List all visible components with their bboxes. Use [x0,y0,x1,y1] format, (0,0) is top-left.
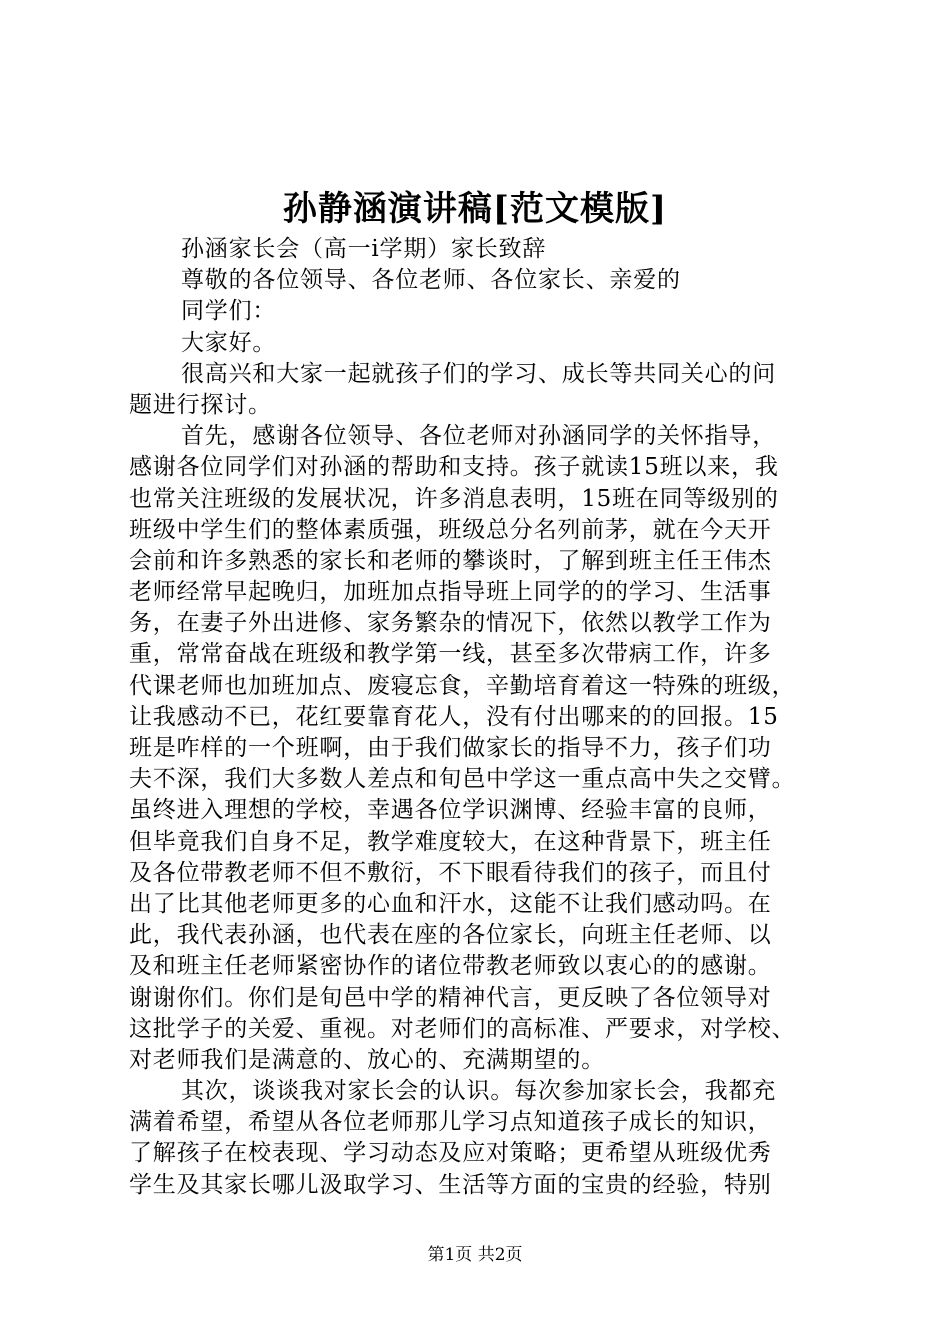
text-line: 首先，感谢各位领导、各位老师对孙涵同学的关怀指导， [181,423,776,450]
text-line: 代课老师也加班加点、废寝忘食，辛勤培育着这一特殊的班级， [129,672,796,699]
text-line: 满着希望，希望从各位老师那儿学习点知道孩子成长的知识， [129,1109,772,1136]
text-line: 这批学子的关爱、重视。对老师们的高标准、严要求，对学校、 [129,1015,796,1042]
text-line: 班是咋样的一个班啊，由于我们做家长的指导不力，孩子们功 [129,735,772,761]
text-line: 会前和许多熟悉的家长和老师的攀谈时，了解到班主任王伟杰 [129,547,772,574]
text-line: 同学们： [181,298,277,325]
text-line: 其次，谈谈我对家长会的认识。每次参加家长会，我都充 [181,1078,776,1105]
page-footer: 第1页 共2页 [427,1245,523,1265]
text-line: 重，常常奋战在班级和教学第一线，甚至多次带病工作，许多 [129,641,772,668]
document-body [129,234,849,1201]
text-line: 题进行探讨。 [129,391,272,418]
text-line: 夫不深，我们大多数人差点和旬邑中学这一重点高中失之交臂。 [129,766,796,793]
text-line: 出了比其他老师更多的心血和汗水，这能不让我们感动吗。在 [129,890,772,917]
text-line: 大家好。 [181,329,277,356]
text-line: 谢谢你们。你们是旬邑中学的精神代言，更反映了各位领导对 [129,984,772,1011]
text-line: 及各位带教老师不但不敷衍，不下眼看待我们的孩子，而且付 [129,859,772,886]
text-line: 学生及其家长哪儿汲取学习、生活等方面的宝贵的经验，特别 [129,1171,772,1198]
text-line: 很高兴和大家一起就孩子们的学习、成长等共同关心的问 [181,360,776,387]
document-title: 孙静涵演讲稿[范文模版] [282,189,668,229]
text-line: 虽终进入理想的学校，幸遇各位学识渊博、经验丰富的良师， [129,797,772,824]
text-line: 对老师我们是满意的、放心的、充满期望的。 [129,1046,605,1073]
text-line: 孙涵家长会（高一ⅰ学期）家长致辞 [181,236,547,262]
text-line: 及和班主任老师紧密协作的诸位带教老师致以衷心的的感谢。 [129,953,772,980]
text-line: 老师经常早起晚归，加班加点指导班上同学的的学习、生活事 [129,579,772,606]
text-line: 了解孩子在校表现、学习动态及应对策略；更希望从班级优秀 [129,1140,772,1167]
text-line: 但毕竟我们自身不足，教学难度较大，在这种背景下，班主任 [129,828,772,855]
text-line: 感谢各位同学们对孙涵的帮助和支持。孩子就读15班以来，我 [129,454,779,481]
text-line: 班级中学生们的整体素质强，班级总分名列前茅，就在今天开 [129,516,772,543]
text-line: 尊敬的各位领导、各位老师、各位家长、亲爱的 [181,267,681,294]
text-line: 此，我代表孙涵，也代表在座的各位家长，向班主任老师、以 [129,922,772,949]
text-line: 务，在妻子外出进修、家务繁杂的情况下，依然以教学工作为 [129,610,772,637]
text-line: 让我感动不已，花红要靠育花人，没有付出哪来的的回报。15 [129,703,779,730]
text-line: 也常关注班级的发展状况，许多消息表明，15班在同等级别的 [129,485,779,512]
